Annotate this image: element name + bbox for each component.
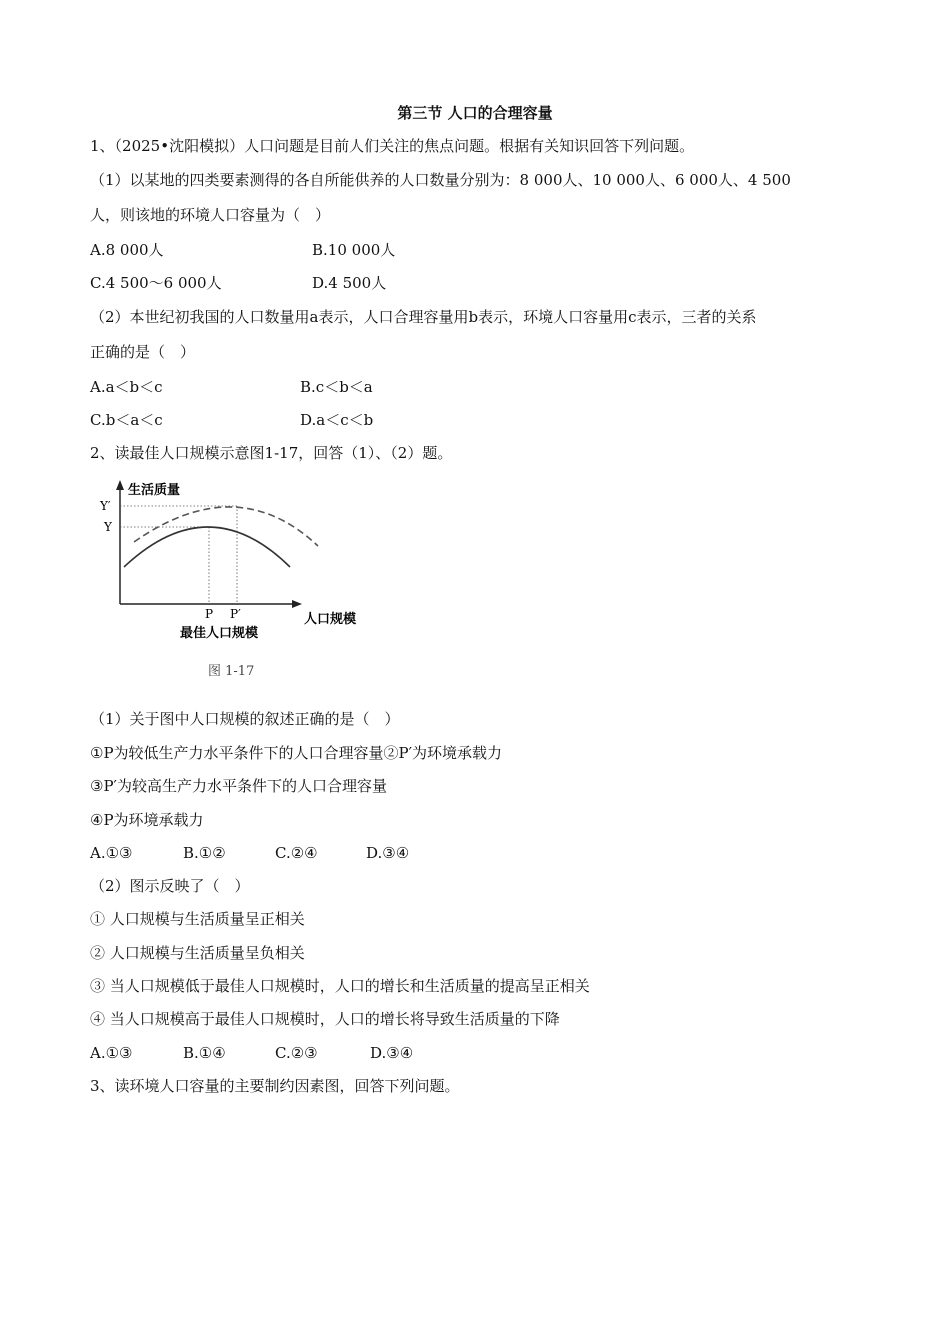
x-axis-label: 人口规模 — [304, 612, 357, 627]
y-axis-label: 生活质量 — [128, 483, 181, 498]
q1-sub1-option-b: B.10 000人 — [312, 241, 396, 259]
q2-stem: 2、读最佳人口规模示意图1-17，回答（1）、（2）题。 — [90, 444, 453, 462]
q2-sub1-item-2: ③P′为较高生产力水平条件下的人口合理容量 — [90, 777, 387, 795]
q1-sub2-option-b: B.c＜b＜a — [300, 378, 373, 396]
q2-sub1-option-c: C.②④ — [275, 844, 318, 862]
p-prime-tick: P′ — [230, 607, 241, 621]
q1-stem: 1、（2025•沈阳模拟）人口问题是目前人们关注的焦点问题。根据有关知识回答下列问题。 — [90, 137, 695, 155]
y-axis-arrow — [116, 480, 124, 490]
optimal-population-label: 最佳人口规模 — [180, 626, 259, 641]
q1-sub2-option-d: D.a＜c＜b — [300, 411, 374, 429]
x-axis-arrow — [292, 600, 302, 608]
q1-sub1-option-d: D.4 500人 — [312, 274, 387, 292]
y-prime-tick: Y′ — [100, 499, 111, 513]
q2-sub2-option-b: B.①④ — [183, 1044, 226, 1062]
figure-caption: 图 1-17 — [208, 664, 255, 679]
q2-sub2-item-1: ① 人口规模与生活质量呈正相关 — [90, 910, 305, 928]
q2-sub2-option-a: A.①③ — [90, 1044, 133, 1062]
p-tick: P — [205, 607, 214, 621]
q2-sub2-item-4: ④ 当人口规模高于最佳人口规模时，人口的增长将导致生活质量的下降 — [90, 1010, 560, 1028]
q1-sub2-option-c: C.b＜a＜c — [90, 411, 163, 429]
q1-sub2-option-a: A.a＜b＜c — [90, 378, 163, 396]
q2-sub2-item-3: ③ 当人口规模低于最佳人口规模时，人口的增长和生活质量的提高呈正相关 — [90, 977, 590, 995]
q2-sub1-item-1: ①P为较低生产力水平条件下的人口合理容量②P′为环境承载力 — [90, 744, 503, 762]
q2-sub2-option-d: D.③④ — [370, 1044, 414, 1062]
q2-sub1-option-a: A.①③ — [90, 844, 133, 862]
q1-sub1-option-a: A.8 000人 — [90, 241, 164, 259]
q2-sub2-item-2: ② 人口规模与生活质量呈负相关 — [90, 944, 305, 962]
q1-sub2-line1: （2）本世纪初我国的人口数量用a表示，人口合理容量用b表示，环境人口容量用c表示，三者的关系 — [90, 308, 757, 326]
q2-sub1-option-b: B.①② — [183, 844, 226, 862]
q1-sub2-line2: 正确的是（ ） — [90, 343, 196, 361]
q2-sub1-stem: （1）关于图中人口规模的叙述正确的是（ ） — [90, 710, 400, 728]
q1-sub1-line2: 人，则该地的环境人口容量为（ ） — [90, 206, 331, 224]
q2-sub1-option-d: D.③④ — [366, 844, 410, 862]
q3-stem: 3、读环境人口容量的主要制约因素图，回答下列问题。 — [90, 1077, 460, 1095]
q2-sub2-stem: （2）图示反映了（ ） — [90, 877, 250, 895]
y-tick: Y — [104, 520, 112, 534]
q2-sub1-item-3: ④P为环境承载力 — [90, 811, 204, 829]
q1-sub1-line1: （1）以某地的四类要素测得的各自所能供养的人口数量分别为：8 000人、10 000人、6 000人、4 500 — [90, 171, 791, 189]
optimal-population-figure — [96, 476, 386, 646]
q2-sub2-option-c: C.②③ — [275, 1044, 318, 1062]
q1-sub1-option-c: C.4 500～6 000人 — [90, 274, 222, 292]
page-title: 第三节 人口的合理容量 — [397, 104, 553, 122]
